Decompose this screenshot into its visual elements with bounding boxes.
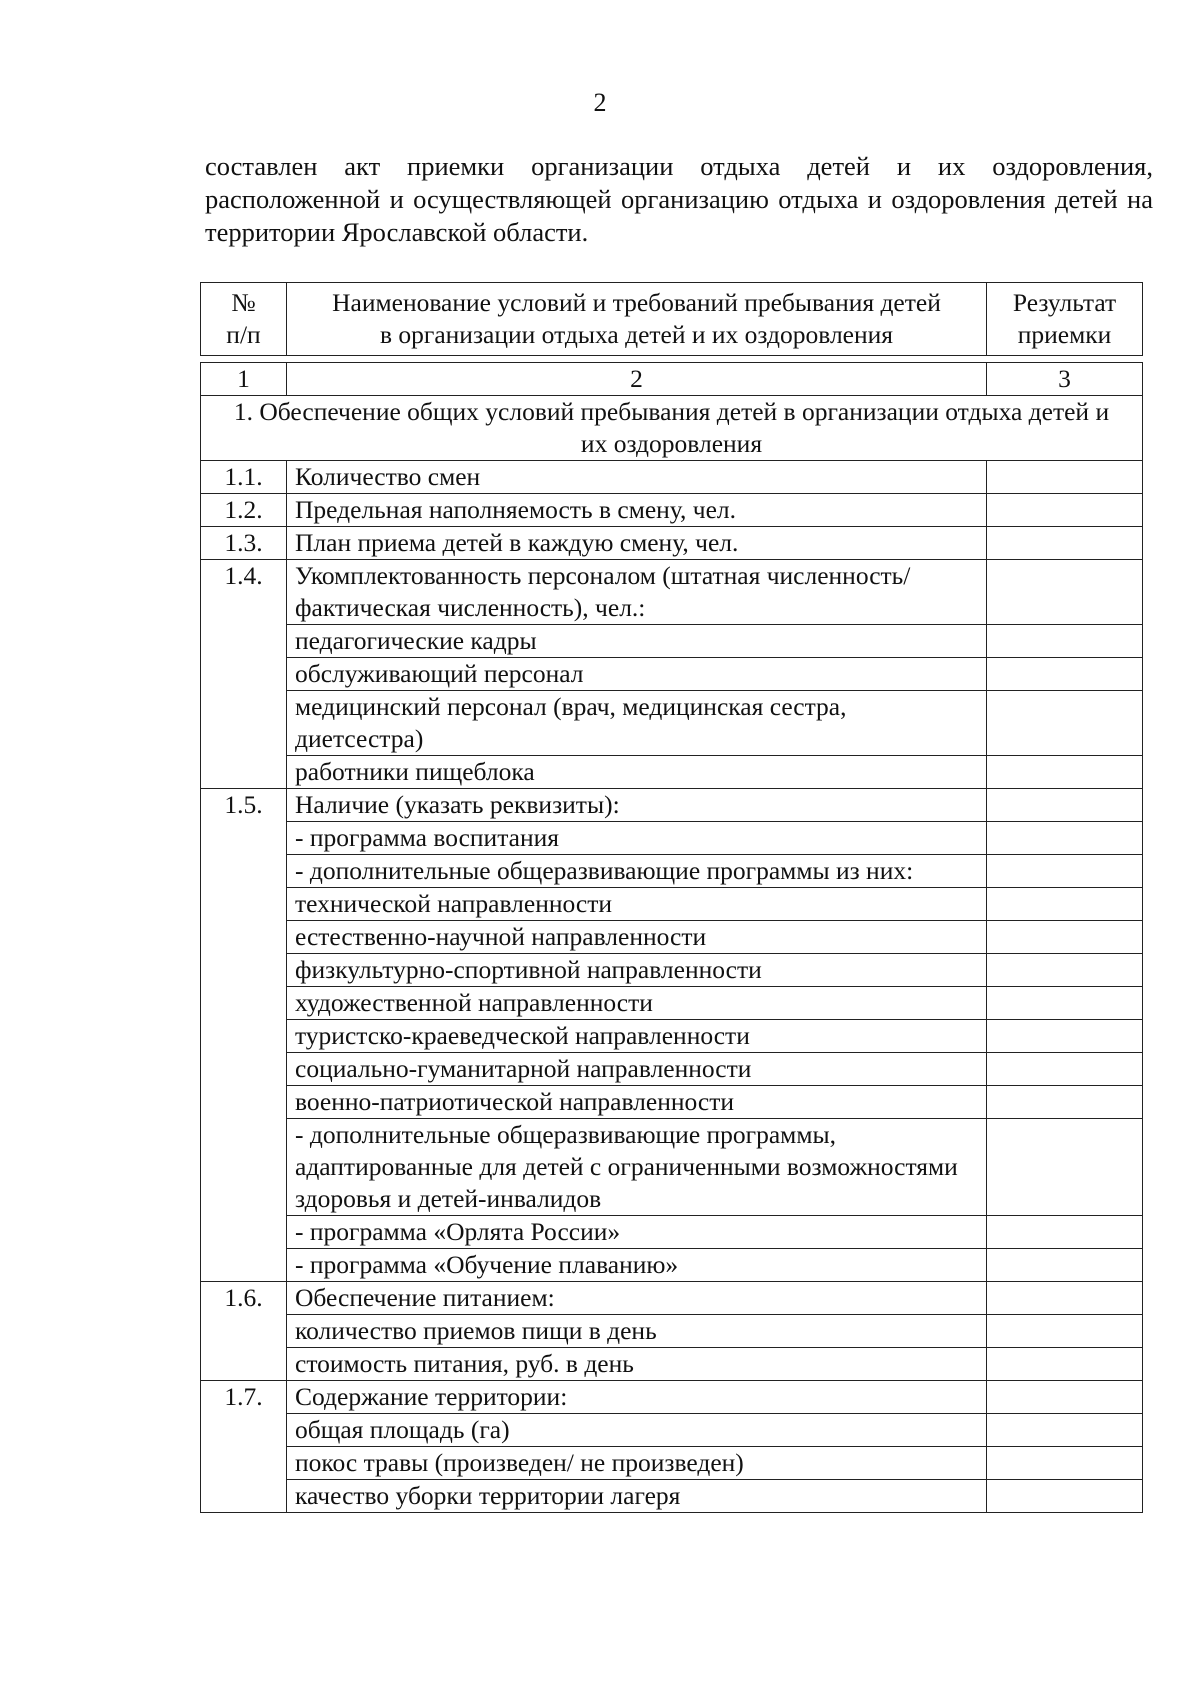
condition-text: общая площадь (га) [287,1414,987,1447]
result-cell[interactable] [987,1447,1143,1480]
row-number: 1.5. [201,789,287,1282]
result-cell[interactable] [987,1282,1143,1315]
condition-text: обслуживающий персонал [287,658,987,691]
result-cell[interactable] [987,1480,1143,1513]
table-row [201,1315,1143,1348]
result-cell[interactable] [987,1381,1143,1414]
condition-text: медицинский персонал (врач, медицинская сестра, диетсестра) [287,691,987,756]
table-row [201,1053,1143,1086]
result-cell[interactable] [987,789,1143,822]
table-header-row [201,283,1143,356]
condition-text: Количество смен [287,461,987,494]
section-title: 1. Обеспечение общих условий пребывания детей в организации отдыха детей и их оздоровления [201,396,1143,461]
result-cell[interactable] [987,494,1143,527]
result-cell[interactable] [987,1020,1143,1053]
table-row [201,1249,1143,1282]
table-row [201,560,1143,625]
condition-text: туристско-краеведческой направленности [287,1020,987,1053]
condition-text: естественно-научной направленности [287,921,987,954]
row-number: 1.7. [201,1381,287,1513]
condition-text: социально-гуманитарной направленности [287,1053,987,1086]
acceptance-table-body [201,283,1143,1513]
table-row [201,494,1143,527]
table-row [201,1348,1143,1381]
condition-text: Укомплектованность персоналом (штатная численность/ фактическая численность), чел.: [287,560,987,625]
condition-text: военно-патриотической направленности [287,1086,987,1119]
table-row [201,461,1143,494]
condition-text: педагогические кадры [287,625,987,658]
header-name-line2: в организации отдыха детей и их оздоровления [379,320,894,349]
table-row [201,954,1143,987]
condition-text: - программа «Обучение плаванию» [287,1249,987,1282]
table-row [201,1447,1143,1480]
condition-text: Содержание территории: [287,1381,987,1414]
column-number-row [201,363,1143,396]
result-cell[interactable] [987,527,1143,560]
table-row [201,1414,1143,1447]
header-gap-row [201,356,1143,363]
table-row [201,1381,1143,1414]
result-cell[interactable] [987,1086,1143,1119]
result-cell[interactable] [987,560,1143,625]
table-row [201,1480,1143,1513]
header-name-line1: Наименование условий и требований пребывания детей [332,288,941,317]
result-cell[interactable] [987,1053,1143,1086]
row-number: 1.2. [201,494,287,527]
condition-text: физкультурно-спортивной направленности [287,954,987,987]
table-row [201,658,1143,691]
condition-text: художественной направленности [287,987,987,1020]
condition-text: количество приемов пищи в день [287,1315,987,1348]
result-cell[interactable] [987,1348,1143,1381]
condition-text: работники пищеблока [287,756,987,789]
result-cell[interactable] [987,1315,1143,1348]
header-num-line1: № [231,288,256,317]
table-row [201,822,1143,855]
page-number: 2 [593,88,607,117]
result-cell[interactable] [987,1414,1143,1447]
table-row [201,1020,1143,1053]
table-row [201,1119,1143,1216]
condition-text: - программа воспитания [287,822,987,855]
condition-text: Наличие (указать реквизиты): [287,789,987,822]
row-number: 1.4. [201,560,287,789]
table-row [201,789,1143,822]
table-row [201,921,1143,954]
column-number-2: 2 [287,363,987,396]
result-cell[interactable] [987,921,1143,954]
column-number-3: 3 [987,363,1143,396]
row-number: 1.6. [201,1282,287,1381]
result-cell[interactable] [987,954,1143,987]
condition-text: Предельная наполняемость в смену, чел. [287,494,987,527]
header-name [287,283,987,356]
row-number: 1.1. [201,461,287,494]
header-num-line2: п/п [226,320,261,349]
header-result [987,283,1143,356]
result-cell[interactable] [987,756,1143,789]
header-num [201,283,287,356]
header-result-line2: приемки [1017,320,1112,349]
result-cell[interactable] [987,1119,1143,1216]
header-result-line1: Результат [1012,288,1117,317]
condition-text: качество уборки территории лагеря [287,1480,987,1513]
table-row [201,691,1143,756]
section-row [201,396,1143,461]
result-cell[interactable] [987,691,1143,756]
column-number-1: 1 [201,363,287,396]
table-row [201,1086,1143,1119]
intro-paragraph: составлен акт приемки организации отдыха детей и их оздоровления, расположенной и осуществляющей организацию отдыха и оздоровления детей на территории Ярославской области. [205,151,1153,247]
table-row [201,888,1143,921]
result-cell[interactable] [987,1216,1143,1249]
condition-text: План приема детей в каждую смену, чел. [287,527,987,560]
result-cell[interactable] [987,987,1143,1020]
condition-text: - программа «Орлята России» [287,1216,987,1249]
acceptance-table [200,282,1143,1513]
table-row [201,1216,1143,1249]
result-cell[interactable] [987,461,1143,494]
table-row [201,527,1143,560]
condition-text: покос травы (произведен/ не произведен) [287,1447,987,1480]
condition-text: - дополнительные общеразвивающие программы, адаптированные для детей с ограниченными возможностями здоровья и детей-инвалидов [287,1119,987,1216]
result-cell[interactable] [987,658,1143,691]
result-cell[interactable] [987,822,1143,855]
table-row [201,1282,1143,1315]
condition-text: стоимость питания, руб. в день [287,1348,987,1381]
table-row [201,756,1143,789]
result-cell[interactable] [987,625,1143,658]
table-row [201,855,1143,888]
condition-text: Обеспечение питанием: [287,1282,987,1315]
result-cell[interactable] [987,855,1143,888]
condition-text: технической направленности [287,888,987,921]
condition-text: - дополнительные общеразвивающие программы из них: [287,855,987,888]
result-cell[interactable] [987,1249,1143,1282]
result-cell[interactable] [987,888,1143,921]
row-number: 1.3. [201,527,287,560]
table-row [201,625,1143,658]
table-row [201,987,1143,1020]
